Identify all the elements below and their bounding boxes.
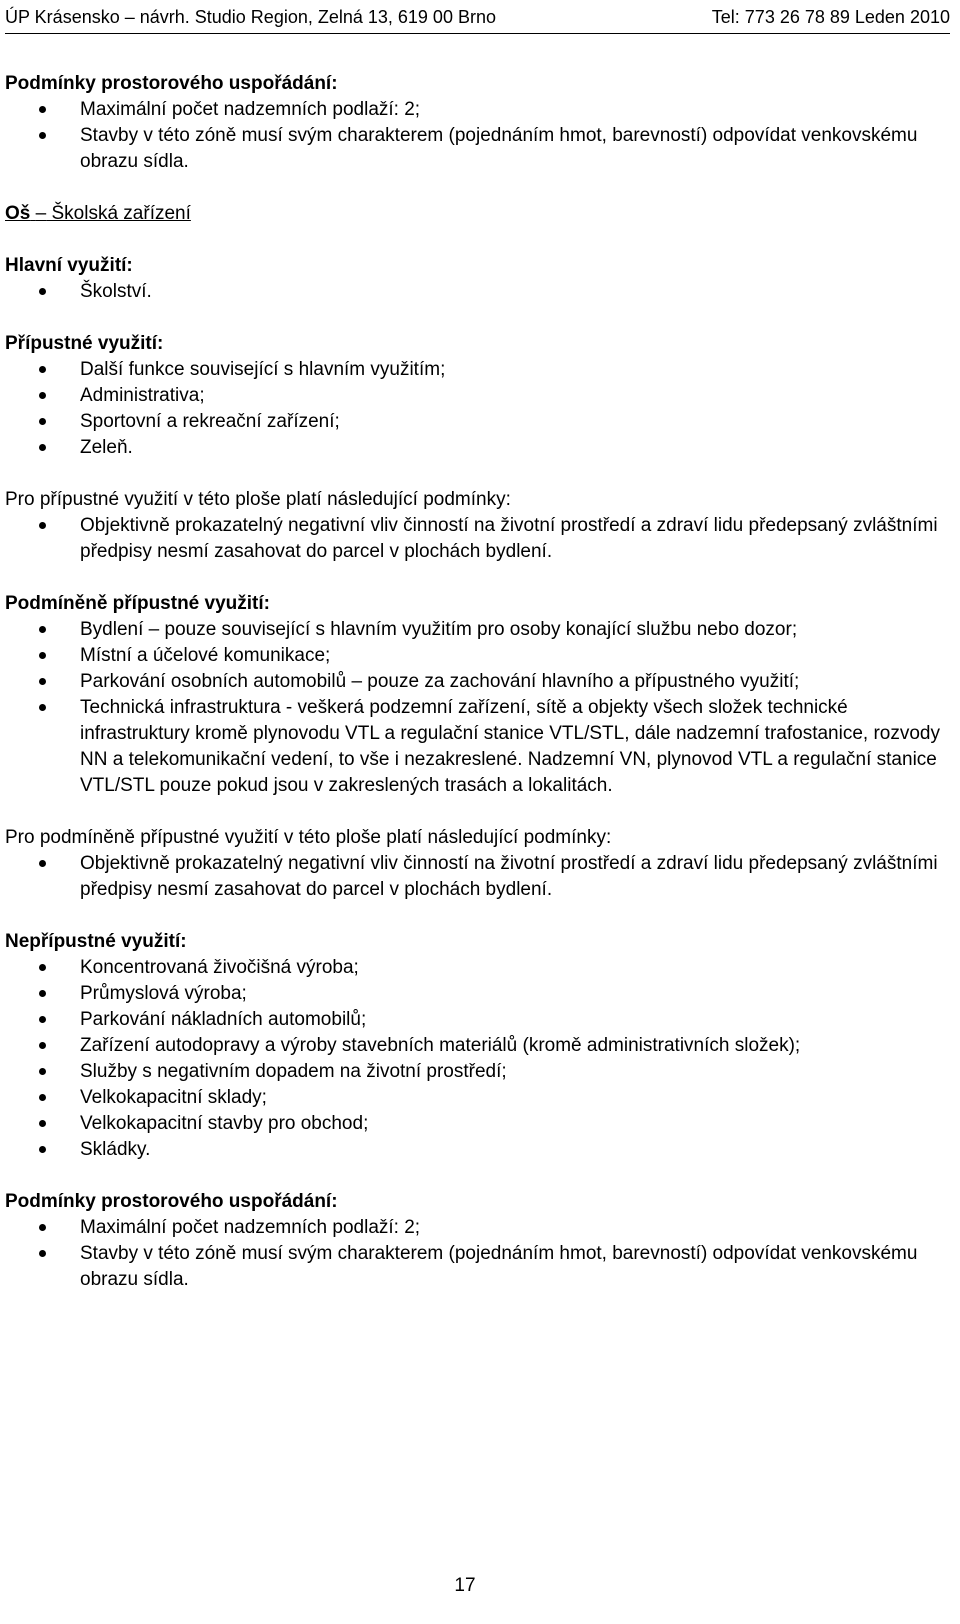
bullet-list-main-use [5, 279, 950, 305]
zone-code: Oš [5, 203, 31, 224]
bullet-list-spatial-conditions [5, 97, 950, 175]
list-item: Místní a účelové komunikace; [5, 643, 950, 669]
header-address: ÚP Krásensko – návrh. Studio Region, Zelná 13, 619 00 Brno [5, 7, 496, 27]
spacer [5, 799, 950, 825]
section-heading-conditional-use: Podmíněně přípustné využití: [5, 593, 270, 614]
section-heading-main-use: Hlavní využití: [5, 255, 133, 276]
zone-title [5, 201, 950, 227]
permitted-use-conditions-intro: Pro přípustné využití v této ploše platí následující podmínky: [5, 489, 511, 510]
bullet-list-prohibited-use [5, 955, 950, 1163]
list-item: Koncentrovaná živočišná výroba; [5, 955, 950, 981]
spacer [5, 1163, 950, 1189]
list-item: Objektivně prokazatelný negativní vliv činností na životní prostředí a zdraví lidu předepsaný zvláštními předpisy nesmí zasahovat do parcel v plochách bydlení. [5, 851, 950, 903]
conditional-use-conditions-intro: Pro podmíněně přípustné využití v této ploše platí následující podmínky: [5, 827, 612, 848]
list-item: Sportovní a rekreační zařízení; [5, 409, 950, 435]
spacer [5, 175, 950, 201]
list-item: Administrativa; [5, 383, 950, 409]
list-item: Průmyslová výroba; [5, 981, 950, 1007]
list-item: Zeleň. [5, 435, 950, 461]
bullet-list-conditional-use-conditions [5, 851, 950, 903]
list-item: Maximální počet nadzemních podlaží: 2; [5, 97, 950, 123]
list-item: Skládky. [5, 1137, 950, 1163]
section-heading-permitted-use: Přípustné využití: [5, 333, 164, 354]
spacer [5, 305, 950, 331]
list-item: Školství. [5, 279, 950, 305]
spacer [5, 461, 950, 487]
list-item: Služby s negativním dopadem na životní prostředí; [5, 1059, 950, 1085]
section-heading-prohibited-use: Nepřípustné využití: [5, 931, 187, 952]
list-item: Bydlení – pouze související s hlavním využitím pro osoby konající službu nebo dozor; [5, 617, 950, 643]
bullet-list-permitted-use-conditions [5, 513, 950, 565]
bullet-list-spatial-conditions-2 [5, 1215, 950, 1293]
document-body [5, 71, 950, 1293]
list-item: Stavby v této zóně musí svým charakterem (pojednáním hmot, barevností) odpovídat venkovskému obrazu sídla. [5, 1241, 950, 1293]
section-heading-spatial-conditions-2: Podmínky prostorového uspořádání: [5, 1191, 338, 1212]
zone-name: Školská zařízení [51, 203, 191, 224]
list-item: Parkování osobních automobilů – pouze za zachování hlavního a přípustného využití; [5, 669, 950, 695]
bullet-list-permitted-use [5, 357, 950, 461]
zone-separator: – [35, 203, 47, 224]
list-item: Velkokapacitní sklady; [5, 1085, 950, 1111]
section-heading-spatial-conditions: Podmínky prostorového uspořádání: [5, 73, 338, 94]
list-item: Další funkce související s hlavním využitím; [5, 357, 950, 383]
list-item: Stavby v této zóně musí svým charakterem (pojednáním hmot, barevností) odpovídat venkovskému obrazu sídla. [5, 123, 950, 175]
page-header [5, 4, 950, 34]
list-item: Objektivně prokazatelný negativní vliv činností na životní prostředí a zdraví lidu předepsaný zvláštními předpisy nesmí zasahovat do parcel v plochách bydlení. [5, 513, 950, 565]
list-item: Zařízení autodopravy a výroby stavebních materiálů (kromě administrativních složek); [5, 1033, 950, 1059]
spacer [5, 565, 950, 591]
list-item: Maximální počet nadzemních podlaží: 2; [5, 1215, 950, 1241]
bullet-list-conditional-use [5, 617, 950, 799]
list-item: Technická infrastruktura - veškerá podzemní zařízení, sítě a objekty všech složek technické infrastruktury kromě plynovodu VTL a regulační stanice VTL/STL, dále nadzemní trafostanice, rozvody NN a telekomunikační vedení, to vše i nezakreslené. Nadzemní VN, plynovod VTL a regulační stanice VTL/STL pouze pokud jsou v zakreslených trasách a lokalitách. [5, 695, 950, 799]
spacer [5, 227, 950, 253]
spacer [5, 903, 950, 929]
page-number: 17 [454, 1575, 476, 1596]
header-contact-date: Tel: 773 26 78 89 Leden 2010 [711, 7, 950, 27]
list-item: Parkování nákladních automobilů; [5, 1007, 950, 1033]
list-item: Velkokapacitní stavby pro obchod; [5, 1111, 950, 1137]
